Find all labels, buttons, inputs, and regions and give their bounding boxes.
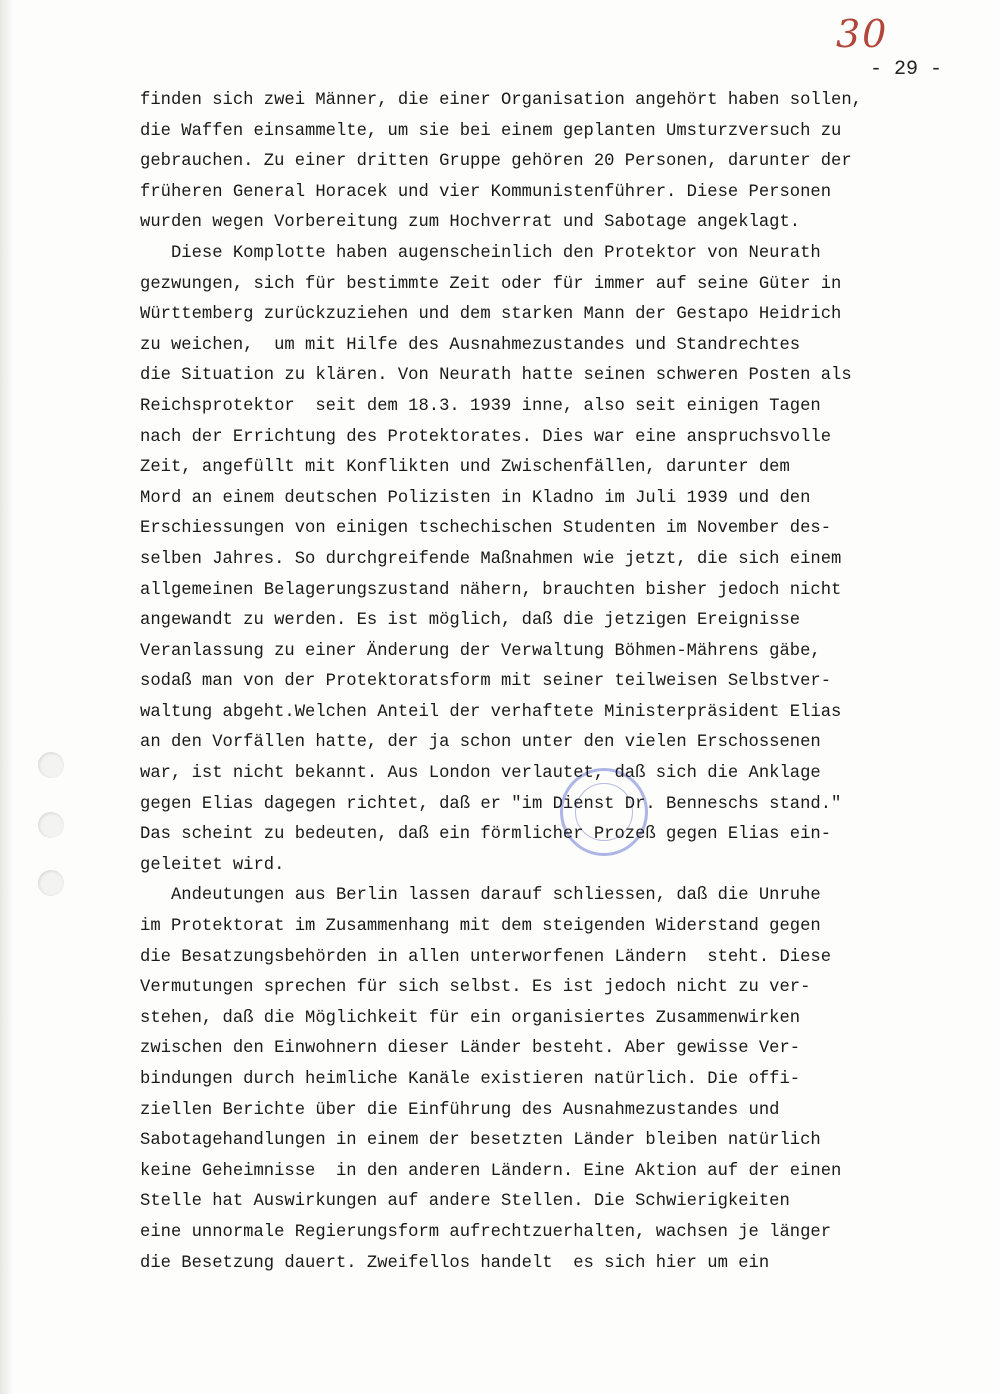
text-line: die Besatzungsbehörden in allen unterworfenen Ländern steht. Diese (140, 947, 832, 967)
text-line: Zeit, angefüllt mit Konflikten und Zwischenfällen, darunter dem (140, 458, 790, 478)
text-line: selben Jahres. So durchgreifende Maßnahmen wie jetzt, die sich einem (140, 549, 842, 569)
text-line: gezwungen, sich für bestimmte Zeit oder für immer auf seine Güter in (140, 274, 842, 294)
typed-text-body (140, 86, 1000, 1279)
text-line: Reichsprotektor seit dem 18.3. 1939 inne, also seit einigen Tagen (140, 396, 821, 416)
text-line: Das scheint zu bedeuten, daß ein förmlicher Prozeß gegen Elias ein- (140, 825, 832, 845)
text-line: Sabotagehandlungen in einem der besetzten Länder bleiben natürlich (140, 1131, 821, 1151)
text-line: finden sich zwei Männer, die einer Organisation angehört haben sollen, (140, 91, 862, 110)
text-line: früheren General Horacek und vier Kommunistenführer. Diese Personen (140, 182, 832, 202)
text-line: waltung abgeht.Welchen Anteil der verhaftete Ministerpräsident Elias (140, 702, 842, 722)
text-line: die Besetzung dauert. Zweifellos handelt es sich hier um ein (140, 1253, 770, 1273)
text-line: allgemeinen Belagerungszustand nähern, brauchten bisher jedoch nicht (140, 580, 842, 600)
text-line: sodaß man von der Protektoratsform mit seiner teilweisen Selbstver- (140, 672, 832, 692)
text-line: zwischen den Einwohnern dieser Länder besteht. Aber gewisse Ver- (140, 1039, 801, 1059)
punch-hole (38, 752, 64, 778)
text-line: stehen, daß die Möglichkeit für ein organisiertes Zusammenwirken (140, 1008, 801, 1028)
text-line: ziellen Berichte über die Einführung des Ausnahmezustandes und (140, 1100, 780, 1120)
text-line: wurden wegen Vorbereitung zum Hochverrat und Sabotage angeklagt. (140, 213, 801, 233)
text-line: die Situation zu klären. Von Neurath hatte seinen schweren Posten als (140, 366, 852, 386)
text-line: nach der Errichtung des Protektorates. Dies war eine anspruchsvolle (140, 427, 832, 447)
text-line: Mord an einem deutschen Polizisten in Kladno im Juli 1939 und den (140, 488, 811, 508)
punch-hole (38, 812, 64, 838)
text-line: bindungen durch heimliche Kanäle existieren natürlich. Die offi- (140, 1070, 801, 1089)
text-line: Erschiessungen von einigen tschechischen Studenten im November des- (140, 519, 832, 539)
text-line: keine Geheimnisse in den anderen Ländern. Eine Aktion auf der einen (140, 1161, 842, 1181)
text-line: die Waffen einsammelte, um sie bei einem geplanten Umsturzversuch zu (140, 121, 842, 141)
page-number: - 29 - (870, 58, 943, 81)
text-line: angewandt zu werden. Es ist möglich, daß die jetzigen Ereignisse (140, 611, 801, 631)
text-line: geleitet wird. (140, 855, 285, 875)
text-line: Diese Komplotte haben augenscheinlich den Protektor von Neurath (140, 243, 821, 263)
text-line: zu weichen, um mit Hilfe des Ausnahmezustandes und Standrechtes (140, 335, 801, 355)
text-line: Andeutungen aus Berlin lassen darauf schliessen, daß die Unruhe (140, 886, 821, 906)
text-line: im Protektorat im Zusammenhang mit dem steigenden Widerstand gegen (140, 917, 821, 937)
punch-hole (38, 870, 64, 896)
text-line: Württemberg zurückzuziehen und dem starken Mann der Gestapo Heidrich (140, 305, 842, 325)
text-line: Vermutungen sprechen für sich selbst. Es ist jedoch nicht zu ver- (140, 978, 811, 998)
text-line: Veranlassung zu einer Änderung der Verwaltung Böhmen-Mährens gäbe, (140, 641, 821, 661)
archive-number: 30 (836, 12, 889, 56)
text-line: gegen Elias dagegen richtet, daß er "im Dienst Dr. Benneschs stand." (140, 794, 842, 814)
text-line: Stelle hat Auswirkungen auf andere Stellen. Die Schwierigkeiten (140, 1192, 790, 1212)
text-line: eine unnormale Regierungsform aufrechtzuerhalten, wachsen je länger (140, 1222, 832, 1242)
text-line: an den Vorfällen hatte, der ja schon unter den vielen Erschossenen (140, 733, 821, 753)
text-line: war, ist nicht bekannt. Aus London verlautet, daß sich die Anklage (140, 764, 821, 784)
text-line: gebrauchen. Zu einer dritten Gruppe gehören 20 Personen, darunter der (140, 152, 852, 172)
